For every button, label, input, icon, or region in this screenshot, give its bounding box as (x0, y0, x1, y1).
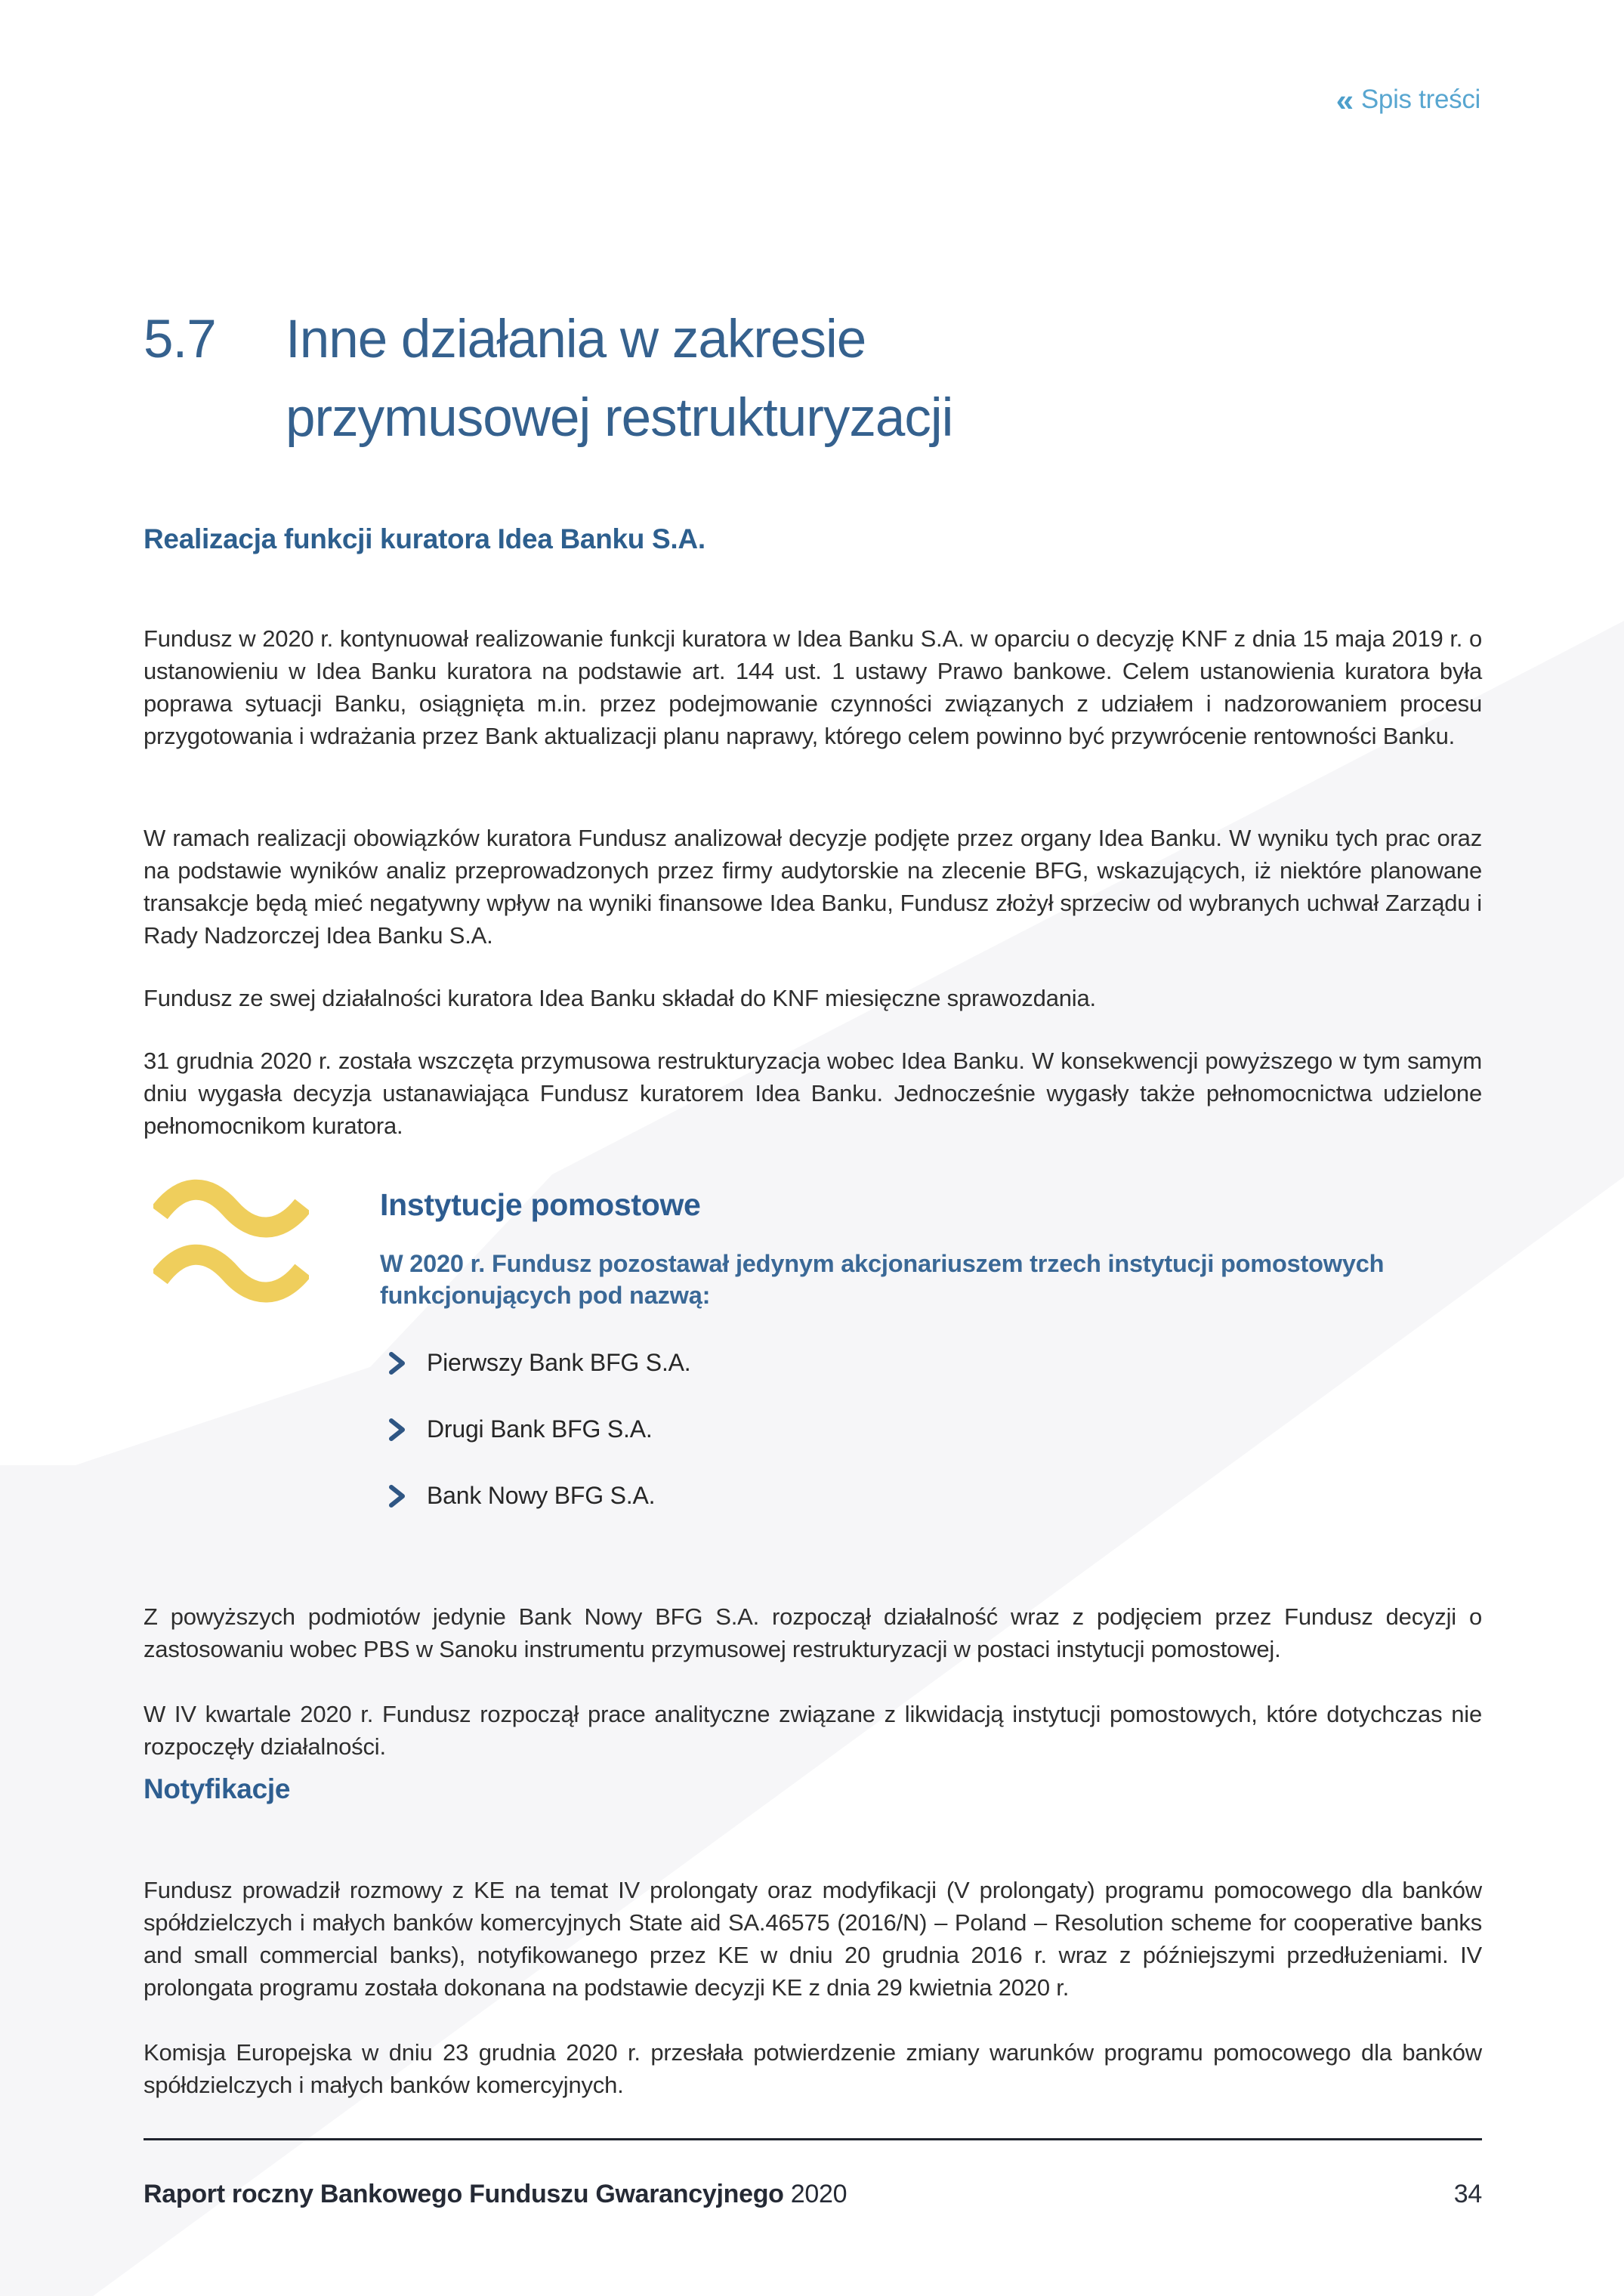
table-of-contents-label: Spis treści (1360, 85, 1480, 114)
footer-report-year: 2020 (790, 2180, 848, 2208)
section-heading-pomostowe: Instytucje pomostowe (380, 1187, 701, 1222)
chapter-number: 5.7 (144, 310, 216, 369)
paragraph-pomostowe-1: Z powyższych podmiotów jedynie Bank Nowy BFG S.A. rozpoczął działalność wraz z podjęciem przez Fundusz decyzji o zastosowaniu wobec PBS w Sanoku instrumentu przymusowej restrukturyzacji w postaci instytucji pomostowej. (144, 1603, 1482, 1662)
footer-divider (144, 2138, 1482, 2140)
list-item-label: Pierwszy Bank BFG S.A. (427, 1349, 691, 1376)
footer-report-title-text: Raport roczny Bankowego Funduszu Gwarancyjnego (144, 2180, 784, 2208)
section-heading-kurator: Realizacja funkcji kuratora Idea Banku S.A. (144, 523, 705, 554)
footer-report-title (144, 2180, 847, 2209)
section-heading-notyfikacje: Notyfikacje (144, 1773, 291, 1804)
chevron-right-icon (387, 1350, 407, 1376)
list-item-label: Drugi Bank BFG S.A. (427, 1415, 653, 1443)
page-footer (144, 2180, 1482, 2209)
paragraph-notyfikacje-1: Fundusz prowadził rozmowy z KE na temat IV prolongaty oraz modyfikacji (V prolongaty) programu pomocowego dla banków spółdzielczych i małych banków komercyjnych State aid SA.46575 (2016/N) – Poland – Resolution scheme for cooperative banks and small commercial banks), notyfikowanego przez KE w dniu 20 grudnia 2016 r. wraz z późniejszymi przedłużeniami. IV prolongata programu została dokonana na podstawie decyzji KE z dnia 29 kwietnia 2020 r. (144, 1877, 1482, 2001)
paragraph-kurator-1: Fundusz w 2020 r. kontynuował realizowanie funkcji kuratora w Idea Banku S.A. w oparciu o decyzję KNF z dnia 15 maja 2019 r. o ustanowieniu w Idea Banku kuratora na podstawie art. 144 ust. 1 ustawy Prawo bankowe. Celem ustanowienia kuratora była poprawa sytuacji Banku, osiągnięta m.in. przez podejmowanie czynności związanych z udziałem i nadzorowaniem procesu przygotowania i wdrażania przez Bank aktualizacji planu naprawy, którego celem powinno być przywrócenie rentowności Banku. (144, 625, 1482, 749)
double-left-angle-icon: « (1335, 82, 1354, 118)
table-of-contents-link[interactable] (1335, 82, 1480, 118)
chapter-title-text (286, 301, 1488, 458)
list-item (387, 1482, 1369, 1510)
chevron-right-icon (387, 1417, 407, 1443)
list-item-label: Bank Nowy BFG S.A. (427, 1482, 656, 1509)
chapter-title-line2: przymusowej restrukturyzacji (286, 388, 953, 448)
paragraph-pomostowe-2: W IV kwartale 2020 r. Fundusz rozpoczął prace analityczne związane z likwidacją instytucji pomostowych, które dotychczas nie rozpoczęły działalności. (144, 1701, 1482, 1760)
chapter-title (144, 301, 1488, 458)
page-number: 34 (1453, 2180, 1482, 2208)
list-item (387, 1349, 1369, 1377)
paragraph-kurator-4: 31 grudnia 2020 r. została wszczęta przymusowa restrukturyzacja wobec Idea Banku. W konsekwencji powyższego w tym samym dniu wygasła decyzja ustanawiająca Fundusz kuratorem Idea Banku. Jednocześnie wygasły także pełnomocnictwa udzielone pełnomocnikom kuratora. (144, 1048, 1482, 1139)
bridge-banks-list (387, 1349, 1369, 1548)
chevron-right-icon (387, 1483, 407, 1509)
wave-icon (153, 1175, 309, 1308)
paragraph-kurator-3: Fundusz ze swej działalności kuratora Idea Banku składał do KNF miesięczne sprawozdania. (144, 985, 1096, 1011)
paragraph-notyfikacje-2: Komisja Europejska w dniu 23 grudnia 2020 r. przesłała potwierdzenie zmiany warunków programu pomocowego dla banków spółdzielczych i małych banków komercyjnych. (144, 2039, 1482, 2098)
paragraph-kurator-2: W ramach realizacji obowiązków kuratora Fundusz analizował decyzje podjęte przez organy Idea Banku. W wyniku tych prac oraz na podstawie wyników analiz przeprowadzonych przez firmy audytorskie na zlecenie BFG, wskazujących, iż niektóre planowane transakcje będą mieć negatywny wpływ na wyniki finansowe Idea Banku, Fundusz złożył sprzeciw od wybranych uchwał Zarządu i Rady Nadzorczej Idea Banku S.A. (144, 825, 1482, 949)
list-item (387, 1415, 1369, 1443)
chapter-title-line1: Inne działania w zakresie (286, 310, 866, 369)
pomostowe-intro: W 2020 r. Fundusz pozostawał jedynym akcjonariuszem trzech instytucji pomostowych funkcjonujących pod nazwą: (380, 1250, 1385, 1309)
